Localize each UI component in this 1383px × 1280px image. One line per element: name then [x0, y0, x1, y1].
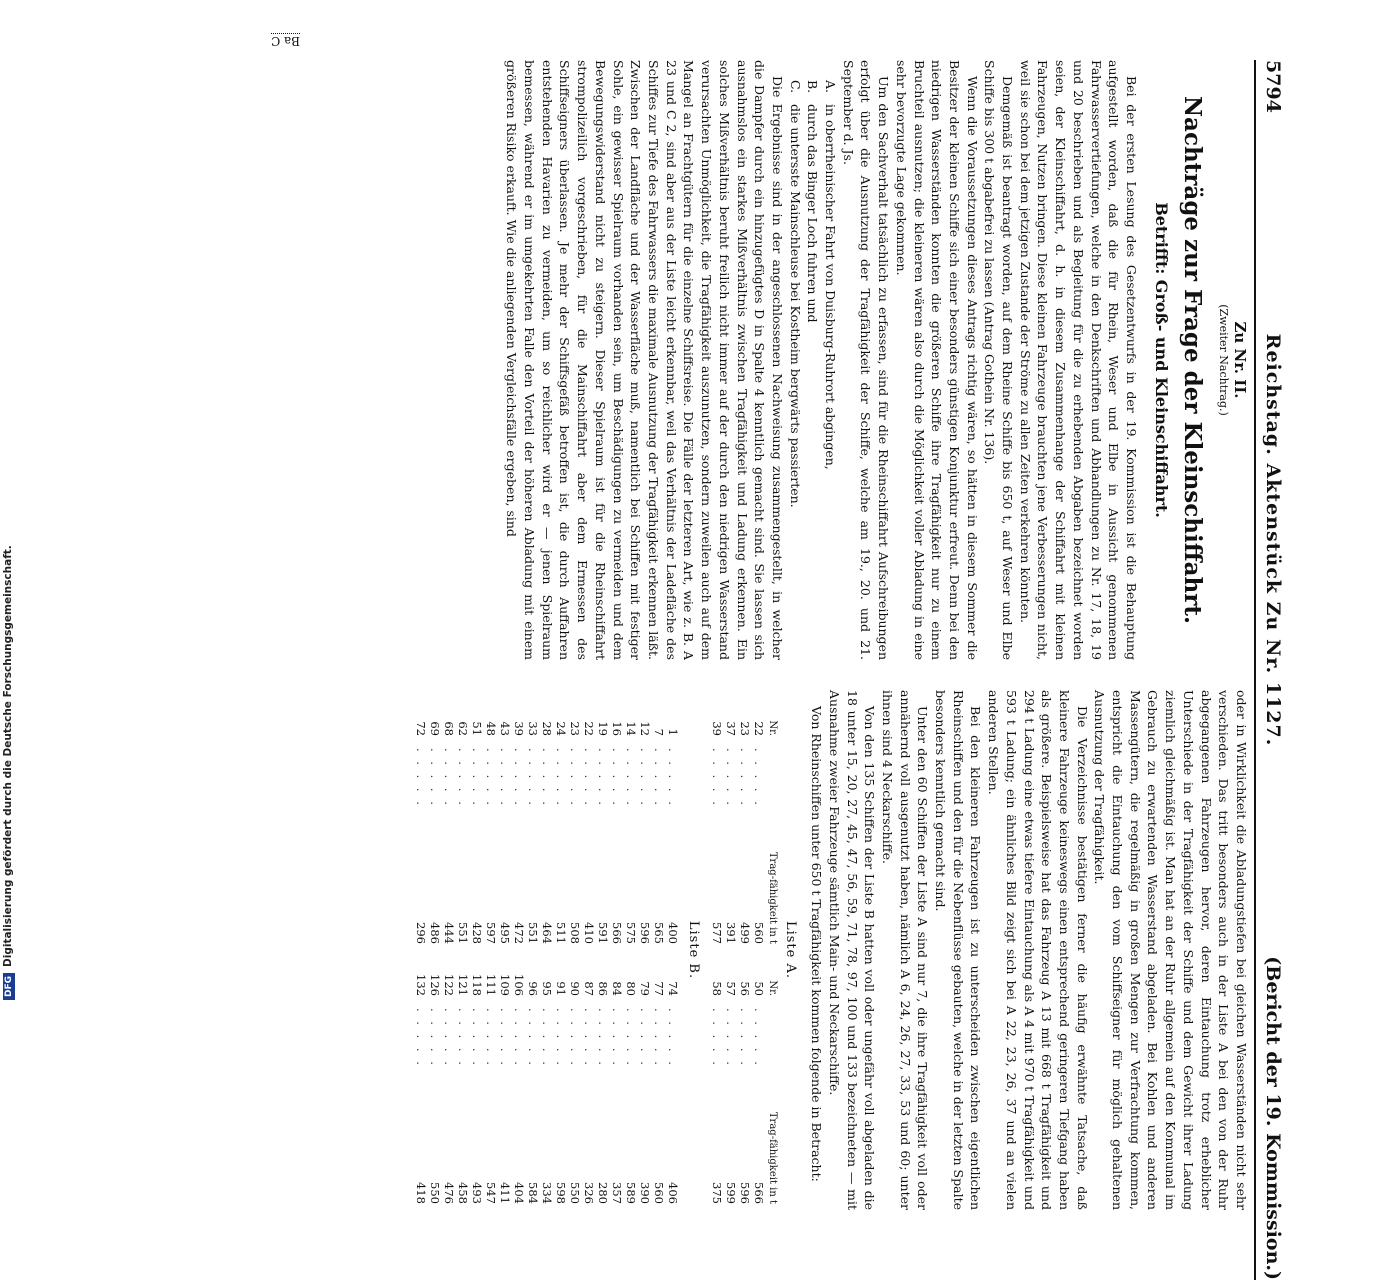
capacity-value: 508: [568, 922, 583, 944]
capacity-value: 560: [751, 922, 766, 944]
table-row: [512, 690, 526, 1210]
table-row: [652, 690, 666, 1210]
leader-dots: . . . . .: [484, 1007, 499, 1068]
capacity-value: 406: [666, 1182, 681, 1204]
table-row: [752, 690, 766, 1210]
column-header-capacity: Trag-fähigkeit in t: [766, 851, 778, 944]
capacity-value: 598: [554, 1182, 569, 1204]
leader-dots: . . . . .: [554, 1007, 569, 1068]
ship-number: 1: [666, 728, 681, 736]
leader-dots: . . . . .: [568, 1007, 583, 1068]
capacity-value: 596: [737, 1182, 752, 1204]
ship-number: 50: [751, 981, 766, 996]
capacity-value: 550: [428, 1182, 443, 1204]
leader-dots: . . . . .: [470, 1007, 485, 1068]
capacity-value: 296: [414, 922, 429, 944]
leader-dots: . . . . .: [498, 1007, 513, 1068]
paragraph: Von Rheinschiffen unter 650 t Tragfähigkeit kommen folgende in Betracht:: [809, 706, 825, 1182]
leader-dots: . . . . .: [554, 748, 569, 808]
capacity-value: 591: [596, 922, 611, 944]
running-title: Reichstag. Aktenstück Zu Nr. 1127.: [1262, 333, 1284, 747]
ship-number: 77: [652, 981, 667, 996]
table-row: [596, 690, 610, 1210]
table-row: [442, 690, 456, 1210]
article-number: Zu Nr. II.: [1231, 321, 1249, 399]
capacity-value: 411: [498, 1182, 513, 1204]
leader-dots: . . . . .: [526, 748, 541, 808]
ship-number: 91: [554, 981, 569, 996]
table-row: [414, 690, 428, 1210]
text-column-right: [414, 690, 1250, 1210]
ship-number: 106: [512, 974, 527, 996]
table-row: [666, 690, 680, 1210]
capacity-value: 486: [428, 922, 443, 944]
leader-dots: . . . . .: [737, 748, 752, 808]
item-text: durch das Binger Loch fuhren und: [805, 104, 821, 323]
capacity-value: 357: [610, 1182, 625, 1204]
ship-number: 84: [610, 981, 625, 996]
column-header-nr: Nr.: [766, 720, 778, 736]
ship-number: 37: [723, 721, 738, 736]
leader-dots: . . . . .: [751, 1007, 766, 1068]
ship-number: 39: [709, 721, 724, 736]
ship-number: 57: [723, 981, 738, 996]
leader-dots: . . . . .: [456, 748, 471, 808]
paragraph: Bei den kleineren Fahrzeugen ist zu unterscheiden zwischen eigentlichen Rheinschiffen und den für die Nebenflüsse gebauten, welche in der letzten Spalte besonders kenntlich gemacht sind.: [933, 690, 984, 1210]
list-b-title: Liste B.: [685, 920, 701, 980]
capacity-value: 493: [470, 1182, 485, 1204]
ship-number: 74: [666, 981, 681, 996]
ship-number: 68: [442, 721, 457, 736]
capacity-value: 400: [666, 922, 681, 944]
leader-dots: . . . . .: [414, 748, 429, 808]
item-label: A.: [823, 80, 839, 94]
report-label: (Bericht der 19. Kommission.): [1262, 956, 1284, 1280]
table-row: [568, 690, 582, 1210]
table-row: [498, 690, 512, 1210]
leader-dots: . . . . .: [624, 748, 639, 808]
ship-number: 118: [470, 974, 485, 996]
ship-number: 96: [526, 981, 541, 996]
capacity-value: 391: [723, 922, 738, 944]
leader-dots: . . . . .: [666, 748, 681, 808]
leader-dots: . . . . .: [666, 1007, 681, 1068]
item-label: B.: [805, 80, 821, 94]
ship-number: 23: [737, 721, 752, 736]
capacity-value: 566: [610, 922, 625, 944]
ship-number: 87: [582, 981, 597, 996]
item-text: die untersste Mainschleuse bei Kostheim bergwärts passierten.: [787, 104, 803, 508]
ship-number: 80: [624, 981, 639, 996]
ship-number: 132: [414, 974, 429, 996]
table-row: [526, 690, 540, 1210]
capacity-value: 428: [470, 922, 485, 944]
paragraph: oder in Wirklichkeit die Abladungstiefen bei gleichen Wasserständen nicht sehr verschieden. Das tritt besonders auch in der Liste A bei den von der Ruhr abgegangenen Fahrzeugen hervor, deren Eintauchung trotz erheblicher Unterschiede in der Tragfähigkeit der Schiffe und dem Gewicht ihrer Ladung ziemlich gleichmäßig ist. Man hat an der Ruhr allgemein auf den Kommunal im Gebrauch zu erwartenden Wasserstand abgeladen. Bei Kohlen und anderen Massengütern, die regelmäßig in großen Mengen zur Verfrachtung kommen, entspricht die Eintauchung den vom Schiffseigner für möglich gehaltenen Ausnutzung der Tragfähigkeit.: [1092, 690, 1249, 1210]
capacity-value: 472: [512, 922, 527, 944]
running-header: [1254, 60, 1290, 1280]
list-b-table: [414, 690, 680, 1210]
ship-number: 79: [638, 981, 653, 996]
capacity-value: 444: [442, 922, 457, 944]
margin-note: Ba C: [271, 34, 300, 48]
dfg-logo: DFG: [3, 973, 15, 1000]
digitization-credit: [2, 20, 15, 1000]
capacity-value: 410: [582, 922, 597, 944]
text-column-left: [503, 60, 1250, 660]
item-text: in oberrheinischer Fahrt von Duisburg-Ruhrort abgingen,: [823, 104, 839, 470]
capacity-value: 547: [484, 1182, 499, 1204]
leader-dots: . . . . .: [470, 748, 485, 808]
leader-dots: . . . . .: [638, 748, 653, 808]
capacity-value: 495: [498, 922, 513, 944]
article-subject: Betrifft: Groß- und Kleinschiffahrt.: [1152, 202, 1171, 518]
capacity-value: 550: [568, 1182, 583, 1204]
ship-number: 95: [540, 981, 555, 996]
table-row: [638, 690, 652, 1210]
capacity-value: 476: [442, 1182, 457, 1204]
capacity-value: 589: [624, 1182, 639, 1204]
table-row: [484, 690, 498, 1210]
leader-dots: . . . . .: [540, 1007, 555, 1068]
capacity-value: 551: [456, 922, 471, 944]
page-number: 5794: [1262, 60, 1284, 113]
ship-number: 33: [526, 721, 541, 736]
leader-dots: . . . . .: [596, 748, 611, 808]
item-label: C.: [787, 80, 803, 94]
paragraph: Bei der ersten Lesung des Gesetzentwurfs in der 19. Kommission ist die Behauptung aufgestellt worden, daß die für Rhein, Weser und Elbe in Aussicht genommenen Fahrwasservertiefungen, welche in den Denkschriften und Abhandlungen zu Nr. 17, 18, 19 und 20 beschrieben und als Begleitung für die zu erhebenden Abgaben bezeichnet worden seien, der Kleinschiffahrt, d. h. in diesem Zusammenhange der Schiffahrt mit kleinen Fahrzeugen, Nutzen bringen. Diese kleinen Fahrzeuge brauchten jene Verbesserungen nicht, weil sie schon bei dem jetzigen Zustande der Ströme zu allen Zeiten verkehren könnten.: [1017, 60, 1139, 660]
capacity-value: 404: [512, 1182, 527, 1204]
leader-dots: . . . . .: [709, 748, 724, 808]
enumeration-item: [821, 60, 839, 660]
ship-number: 90: [568, 981, 583, 996]
leader-dots: . . . . .: [540, 748, 555, 808]
leader-dots: . . . . .: [652, 1007, 667, 1068]
ship-number: 86: [596, 981, 611, 996]
ship-number: 51: [470, 721, 485, 736]
capacity-value: 326: [582, 1182, 597, 1204]
capacity-value: 280: [596, 1182, 611, 1204]
leader-dots: . . . . .: [596, 1007, 611, 1068]
table-row: [540, 690, 554, 1210]
paragraph: Die Ergebnisse sind in der angeschlossenen Nachweisung zusammengestellt, in welcher die Dampfer durch ein hinzugefügtes D in Spalte 4 kenntlich gemacht sind. Sie lassen sich ausnahmslos ein starkes Mißverhältnis zwischen Tragfähigkeit und Ladung erkennen. Ein solches Mißverhältnis beruht freilich nicht immer auf der durch den niedrigen Wasserstand verursachten Unmöglichkeit, die Tragfähigkeit auszunutzen, sondern zuweilen auch auf dem Mangel an Frachtgütern für die einzelne Schiffsreise. Die Fälle der letzteren Art, wie z. B. A 23 und C 2, sind aber aus der Liste leicht erkennbar, weil das Verhältnis der Ladefläche des Schiffes zur Tiefe des Fahrwassers die maximale Ausnutzung der Tragfähigkeit erkennen läßt. Zwischen der Landfläche und der Wasserfläche muß, namentlich bei Schiffen mit festiger Sohle, ein gewisser Spielraum vorhanden sein, um Beschädigungen zu vermeiden und dem Bewegungswiderstand nicht zu steigern. Dieser Spielraum ist für die Rheinschiffahrt strompolizeilich vorgeschrieben, für die Mainschiffahrt aber dem Ermessen des Schiffseigners überlassen. Je mehr der Schiffsgefäß betroffen ist, die durch Auffahren entstehenden Havarien zu vermeiden, um so reichlicher wird er — jenen Spielraum bemessen, während er im umgekehrten Falle den Vorteil der höheren Abladung mit einem größeren Risiko erkauft. Wie die anliegenden Vergleichsfälle ergeben, sind: [504, 60, 785, 660]
leader-dots: . . . . .: [568, 748, 583, 808]
paragraph: Unter den 60 Schiffen der Liste A sind nur 7, die ihre Tragfähigkeit voll oder annähernd voll ausgenutzt haben, nämlich A 6, 24, 26, 27, 33, 53 und 60; unter ihnen sind 4 Neckarschiffe.: [879, 690, 931, 1210]
paragraph: Demgemäß ist beantragt worden, auf dem Rheine Schiffe bis 650 t, auf Weser und Elbe Schiffe bis 300 t abgabefrei zu lassen (Antrag Gothein Nr. 136).: [982, 60, 1016, 660]
capacity-value: 375: [709, 1182, 724, 1204]
capacity-value: 577: [709, 922, 724, 944]
paragraph: Von den 135 Schiffen der Liste B hatten voll oder ungefähr voll abgeladen die 18 unter 15, 20, 27, 45, 47, 56, 59, 71, 78, 97, 100 und 133 bezeichneten — mit Ausnahme zweier Fahrzeuge sämtlich Main- und Neckarschiffe.: [826, 690, 878, 1210]
paragraph: Die Verzeichnisse bestätigen ferner die häufig erwähnte Tatsache, daß kleinere Fahrzeuge keineswegs einen entsprechend geringeren Tiefgang haben als größere. Beispielsweise hat das Fahrzeug A 13 mit 668 t Tragfähigkeit und 294 t Ladung eine etwas tiefere Eintauchung als A 4 mit 970 t Tragfähigkeit und 593 t Ladung; ein ähnliches Bild zeigt sich bei A 22, 23, 26, 37 und an vielen anderen Stellen.: [986, 690, 1090, 1210]
ship-number: 121: [456, 974, 471, 996]
leader-dots: . . . . .: [512, 1007, 527, 1068]
leader-dots: . . . . .: [414, 1007, 429, 1068]
ship-number: 69: [428, 721, 443, 736]
ship-number: 28: [540, 721, 555, 736]
leader-dots: . . . . .: [442, 748, 457, 808]
ship-number: 109: [498, 974, 513, 996]
leader-dots: . . . . .: [512, 748, 527, 808]
leader-dots: . . . . .: [723, 1007, 738, 1068]
ship-number: 39: [512, 721, 527, 736]
ship-number: 62: [456, 721, 471, 736]
capacity-value: 390: [638, 1182, 653, 1204]
leader-dots: . . . . .: [428, 748, 443, 808]
ship-number: 12: [638, 721, 653, 736]
enumeration-item: [786, 60, 804, 660]
leader-dots: . . . . .: [723, 748, 738, 808]
leader-dots: . . . . .: [709, 1007, 724, 1068]
capacity-value: 566: [751, 1182, 766, 1204]
leader-dots: . . . . .: [737, 1007, 752, 1068]
table-row: [610, 690, 624, 1210]
table-row: [624, 690, 638, 1210]
ship-number: 22: [582, 721, 597, 736]
table-row: [710, 690, 724, 1210]
ship-number: 126: [428, 974, 443, 996]
leader-dots: . . . . .: [526, 1007, 541, 1068]
table-row: [554, 690, 568, 1210]
credit-text: Digitalisierung gefördert durch die Deutsche Forschungsgemeinschaft.: [2, 545, 14, 967]
leader-dots: . . . . .: [582, 1007, 597, 1068]
enumeration-item: [804, 60, 822, 660]
capacity-value: 418: [414, 1182, 429, 1204]
leader-dots: . . . . .: [652, 748, 667, 808]
leader-dots: . . . . .: [610, 748, 625, 808]
capacity-value: 551: [526, 922, 541, 944]
capacity-value: 584: [526, 1182, 541, 1204]
leader-dots: . . . . .: [484, 748, 499, 808]
paragraph: Wenn die Voraussetzungen dieses Antrags richtig wären, so hätten in diesem Sommer die Besitzer der kleinen Schiffe sich einer besonders günstigen Konjunktur erfreut. Denn bei den niedrigen Wasserständen konnten die größeren Schiffe ihre Tragfähigkeit nur zu einem Bruchteil ausnutzen; die kleineren wären also durch die Möglichkeit voller Abladung in eine sehr bevorzugte Lage gekommen.: [893, 60, 980, 660]
capacity-value: 575: [624, 922, 639, 944]
column-header-nr: Nr.: [766, 980, 778, 996]
table-row: [582, 690, 596, 1210]
table-row: [724, 690, 738, 1210]
ship-number: 48: [484, 721, 499, 736]
table-row: [456, 690, 470, 1210]
table-row: [738, 690, 752, 1210]
leader-dots: . . . . .: [428, 1007, 443, 1068]
capacity-value: 499: [737, 922, 752, 944]
leader-dots: . . . . .: [456, 1007, 471, 1068]
ship-number: 22: [751, 721, 766, 736]
list-a-title: Liste A.: [783, 920, 799, 980]
ship-number: 23: [568, 721, 583, 736]
list-a-table: [710, 690, 778, 1210]
leader-dots: . . . . .: [610, 1007, 625, 1068]
leader-dots: . . . . .: [638, 1007, 653, 1068]
capacity-value: 560: [652, 1182, 667, 1204]
table-row: [470, 690, 484, 1210]
capacity-value: 511: [554, 922, 569, 944]
ship-number: 7: [652, 728, 667, 736]
leader-dots: . . . . .: [624, 1007, 639, 1068]
ship-number: 14: [624, 721, 639, 736]
capacity-value: 334: [540, 1182, 555, 1204]
ship-number: 72: [414, 721, 429, 736]
article-supplement: (Zweiter Nachtrag.): [1217, 304, 1230, 416]
document-page: [50, 0, 1290, 1280]
ship-number: 16: [610, 721, 625, 736]
ship-number: 24: [554, 721, 569, 736]
capacity-value: 596: [638, 922, 653, 944]
leader-dots: . . . . .: [582, 748, 597, 808]
capacity-value: 565: [652, 922, 667, 944]
table-row: [428, 690, 442, 1210]
capacity-value: 458: [456, 1182, 471, 1204]
ship-number: 19: [596, 721, 611, 736]
capacity-value: 597: [484, 922, 499, 944]
column-header-capacity: Trag-fähigkeit in t: [766, 1111, 778, 1204]
ship-number: 56: [737, 981, 752, 996]
capacity-value: 464: [540, 922, 555, 944]
leader-dots: . . . . .: [442, 1007, 457, 1068]
capacity-value: 599: [723, 1182, 738, 1204]
article-title: Nachträge zur Frage der Kleinschiffahrt.: [1179, 96, 1206, 624]
ship-number: 111: [484, 974, 499, 996]
leader-dots: . . . . .: [751, 748, 766, 808]
leader-dots: . . . . .: [498, 748, 513, 808]
ship-number: 122: [442, 974, 457, 996]
ship-number: 58: [709, 981, 724, 996]
paragraph: Um den Sachverhalt tatsächlich zu erfassen, sind für die Rheinschiffahrt Aufschreibungen erfolgt über die Ausnutzung der Tragfähigkeit der Schiffe, welche am 19., 20. und 21. September d. Js.: [840, 60, 892, 660]
ship-number: 43: [498, 721, 513, 736]
